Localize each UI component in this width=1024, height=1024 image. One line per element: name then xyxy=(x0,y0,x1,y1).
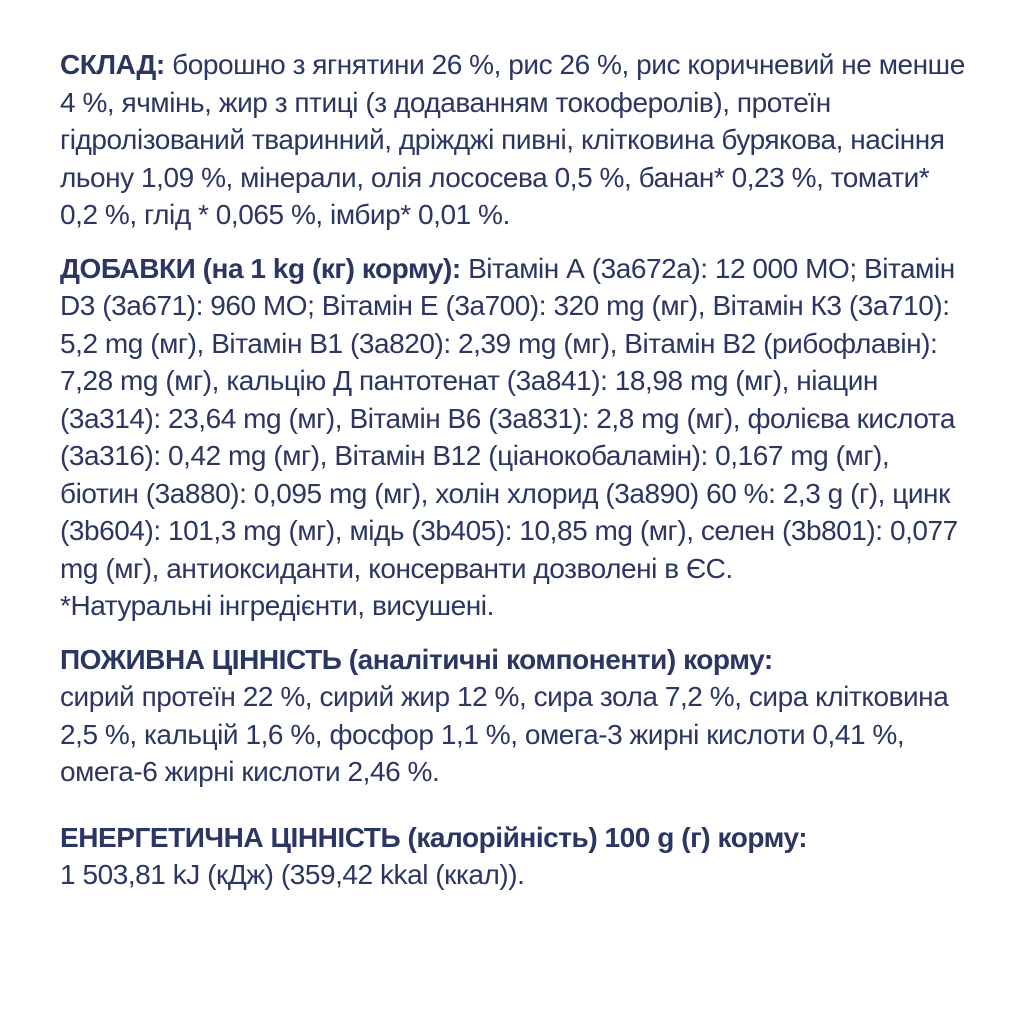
energy-heading: ЕНЕРГЕТИЧНА ЦІННІСТЬ (калорійність) 100 g (г) корму: xyxy=(60,821,808,853)
composition-text: борошно з ягнятини 26 %, рис 26 %, рис коричневий не менше 4 %, ячмінь, жир з птиці (з додаванням токоферолів), протеїн гідролізований тваринний, дріжджі пивні, клітковина бурякова, насіння льону 1,09 %, мінерали, олія лососева 0,5 %, банан* 0,23 %, томати* 0,2 %, глід * 0,065 %, імбир* 0,01 %. xyxy=(60,49,965,230)
nutrition-heading: ПОЖИВНА ЦІННІСТЬ (аналітичні компоненти) корму: xyxy=(60,643,773,675)
nutrition-text: сирий протеїн 22 %, сирий жир 12 %, сира зола 7,2 %, сира клітковина 2,5 %, кальцій 1,6 %, фосфор 1,1 %, омега-3 жирні кислоти 0,41 %, омега-6 жирні кислоти 2,46 %. xyxy=(60,681,949,787)
section-energy xyxy=(60,819,966,894)
additives-heading: ДОБАВКИ (на 1 kg (кг) корму): xyxy=(60,252,461,284)
section-nutrition xyxy=(60,641,966,791)
section-composition xyxy=(60,46,966,234)
pet-food-label-text xyxy=(60,46,966,910)
natural-ingredients-footnote: *Натуральні інгредієнти, висушені. xyxy=(60,590,494,621)
section-additives xyxy=(60,250,966,625)
composition-heading: СКЛАД: xyxy=(60,49,165,80)
energy-text: 1 503,81 kJ (кДж) (359,42 kkal (ккал)). xyxy=(60,859,525,890)
additives-text: Вітамін А (3a672a): 12 000 МО; Вітамін D3 (3a671): 960 МО; Вітамін Е (3a700): 320 mg (мг), Вітамін К3 (3a710): 5,2 mg (мг), Вітамін В1 (3a820): 2,39 mg (мг), Вітамін В2 (рибофлавін): 7,28 mg (мг), кальцію Д пантотенат (3a841): 18,98 mg (мг), ніацин (3a314): 23,64 mg (мг), Вітамін В6 (3a831): 2,8 mg (мг), фолієва кислота (3a316): 0,42 mg (мг), Вітамін В12 (ціанокобаламін): 0,167 mg (мг), біотин (3a880): 0,095 mg (мг), холін хлорид (3a890) 60 %: 2,3 g (г), цинк (3b604): 101,3 mg (мг), мідь (3b405): 10,85 mg (мг), селен (3b801): 0,077 mg (мг), антиоксиданти, консерванти дозволені в ЄС. xyxy=(60,252,958,584)
